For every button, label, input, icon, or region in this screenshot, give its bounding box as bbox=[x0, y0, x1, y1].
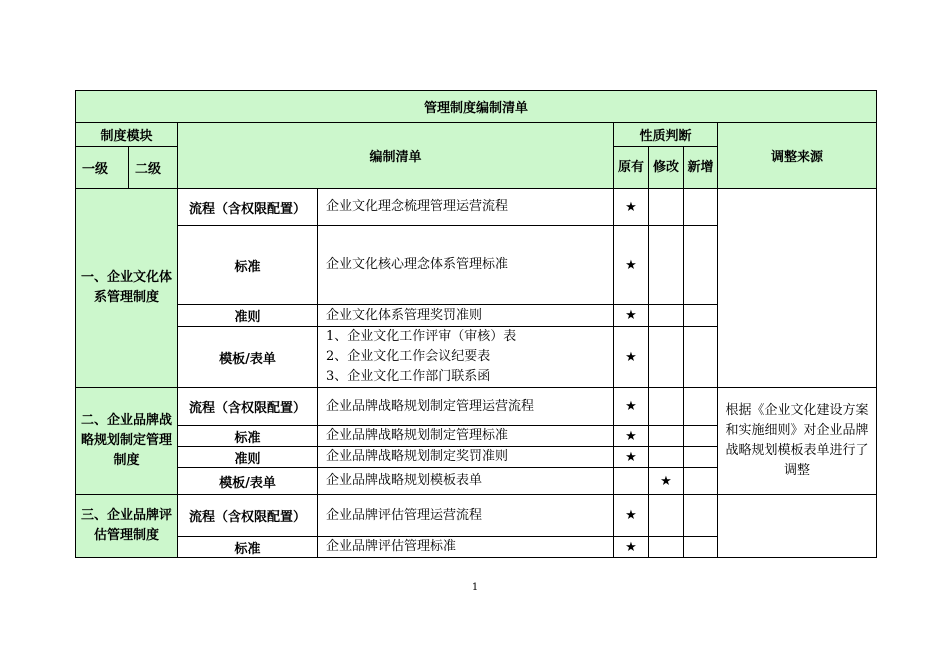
mark-original: ★ bbox=[614, 189, 649, 226]
table-title: 管理制度编制清单 bbox=[76, 91, 877, 123]
level2-type: 流程（含权限配置） bbox=[178, 495, 318, 537]
table-row bbox=[76, 388, 877, 426]
level1-name: 二、企业品牌战略规划制定管理制度 bbox=[76, 388, 178, 495]
mark-added bbox=[684, 189, 718, 226]
level2-type: 标准 bbox=[178, 226, 318, 305]
level1-name: 三、企业品牌评估管理制度 bbox=[76, 495, 178, 558]
mark-modified bbox=[649, 426, 684, 447]
list-item-cell bbox=[318, 305, 614, 327]
header-added: 新增 bbox=[684, 147, 718, 189]
list-item: 3、企业文化工作部门联系函 bbox=[326, 369, 491, 384]
list-item-cell bbox=[318, 495, 614, 537]
mark-added bbox=[684, 305, 718, 327]
table-row bbox=[76, 189, 877, 226]
mark-added bbox=[684, 327, 718, 388]
level2-type: 流程（含权限配置） bbox=[178, 189, 318, 226]
adjust-source bbox=[718, 495, 877, 558]
header-nature: 性质判断 bbox=[614, 123, 718, 147]
mark-added bbox=[684, 388, 718, 426]
level2-type: 流程（含权限配置） bbox=[178, 388, 318, 426]
level1-name: 一、企业文化体系管理制度 bbox=[76, 189, 178, 388]
mark-modified bbox=[649, 388, 684, 426]
list-item-cell bbox=[318, 327, 614, 388]
mark-added bbox=[684, 537, 718, 558]
mark-modified bbox=[649, 226, 684, 305]
header-module: 制度模块 bbox=[76, 123, 178, 147]
level2-type: 准则 bbox=[178, 447, 318, 468]
mark-original: ★ bbox=[614, 447, 649, 468]
adjust-source bbox=[718, 189, 877, 388]
mark-original: ★ bbox=[614, 537, 649, 558]
mark-modified bbox=[649, 537, 684, 558]
list-item: 企业品牌战略规划制定管理标准 bbox=[326, 428, 509, 443]
level2-type: 模板/表单 bbox=[178, 468, 318, 495]
mark-modified bbox=[649, 327, 684, 388]
mark-modified bbox=[649, 495, 684, 537]
list-item-cell bbox=[318, 426, 614, 447]
level2-type: 模板/表单 bbox=[178, 327, 318, 388]
level2-type: 准则 bbox=[178, 305, 318, 327]
list-item: 企业品牌评估管理标准 bbox=[326, 539, 457, 554]
mark-modified bbox=[649, 447, 684, 468]
header-modified: 修改 bbox=[649, 147, 684, 189]
list-item: 企业品牌战略规划制定奖罚准则 bbox=[326, 449, 509, 464]
list-item: 1、企业文化工作评审（审核）表 bbox=[326, 329, 517, 344]
mark-modified bbox=[649, 189, 684, 226]
list-item: 企业品牌战略规划制定管理运营流程 bbox=[326, 398, 535, 414]
list-item: 企业文化理念梳理管理运营流程 bbox=[326, 199, 509, 214]
page-number: 1 bbox=[471, 582, 479, 593]
mark-added bbox=[684, 226, 718, 305]
list-item-cell bbox=[318, 537, 614, 558]
list-item: 企业文化体系管理奖罚准则 bbox=[326, 307, 483, 323]
adjust-source: 根据《企业文化建设方案和实施细则》对企业品牌战略规划模板表单进行了调整 bbox=[718, 388, 877, 495]
list-item-cell bbox=[318, 468, 614, 495]
level2-type: 标准 bbox=[178, 537, 318, 558]
list-item-cell bbox=[318, 189, 614, 226]
mark-original: ★ bbox=[614, 426, 649, 447]
management-system-table bbox=[75, 90, 877, 558]
mark-original bbox=[614, 468, 649, 495]
header-level1: 一级 bbox=[76, 147, 129, 189]
mark-added bbox=[684, 495, 718, 537]
mark-original: ★ bbox=[614, 327, 649, 388]
header-original: 原有 bbox=[614, 147, 649, 189]
mark-original: ★ bbox=[614, 495, 649, 537]
mark-added bbox=[684, 426, 718, 447]
list-item: 2、企业文化工作会议纪要表 bbox=[326, 349, 491, 364]
mark-added bbox=[684, 468, 718, 495]
list-item-cell bbox=[318, 447, 614, 468]
list-item-cell bbox=[318, 388, 614, 426]
header-list: 编制清单 bbox=[178, 123, 614, 189]
table-row bbox=[76, 495, 877, 537]
level2-type: 标准 bbox=[178, 426, 318, 447]
mark-added bbox=[684, 447, 718, 468]
header-level2: 二级 bbox=[129, 147, 178, 189]
mark-original: ★ bbox=[614, 388, 649, 426]
mark-modified bbox=[649, 305, 684, 327]
mark-original: ★ bbox=[614, 305, 649, 327]
header-source: 调整来源 bbox=[718, 123, 877, 189]
list-item: 企业品牌评估管理运营流程 bbox=[326, 507, 483, 523]
mark-modified: ★ bbox=[649, 468, 684, 495]
list-item-cell bbox=[318, 226, 614, 305]
list-item: 企业文化核心理念体系管理标准 bbox=[326, 257, 509, 272]
mark-original: ★ bbox=[614, 226, 649, 305]
list-item: 企业品牌战略规划模板表单 bbox=[326, 473, 483, 488]
